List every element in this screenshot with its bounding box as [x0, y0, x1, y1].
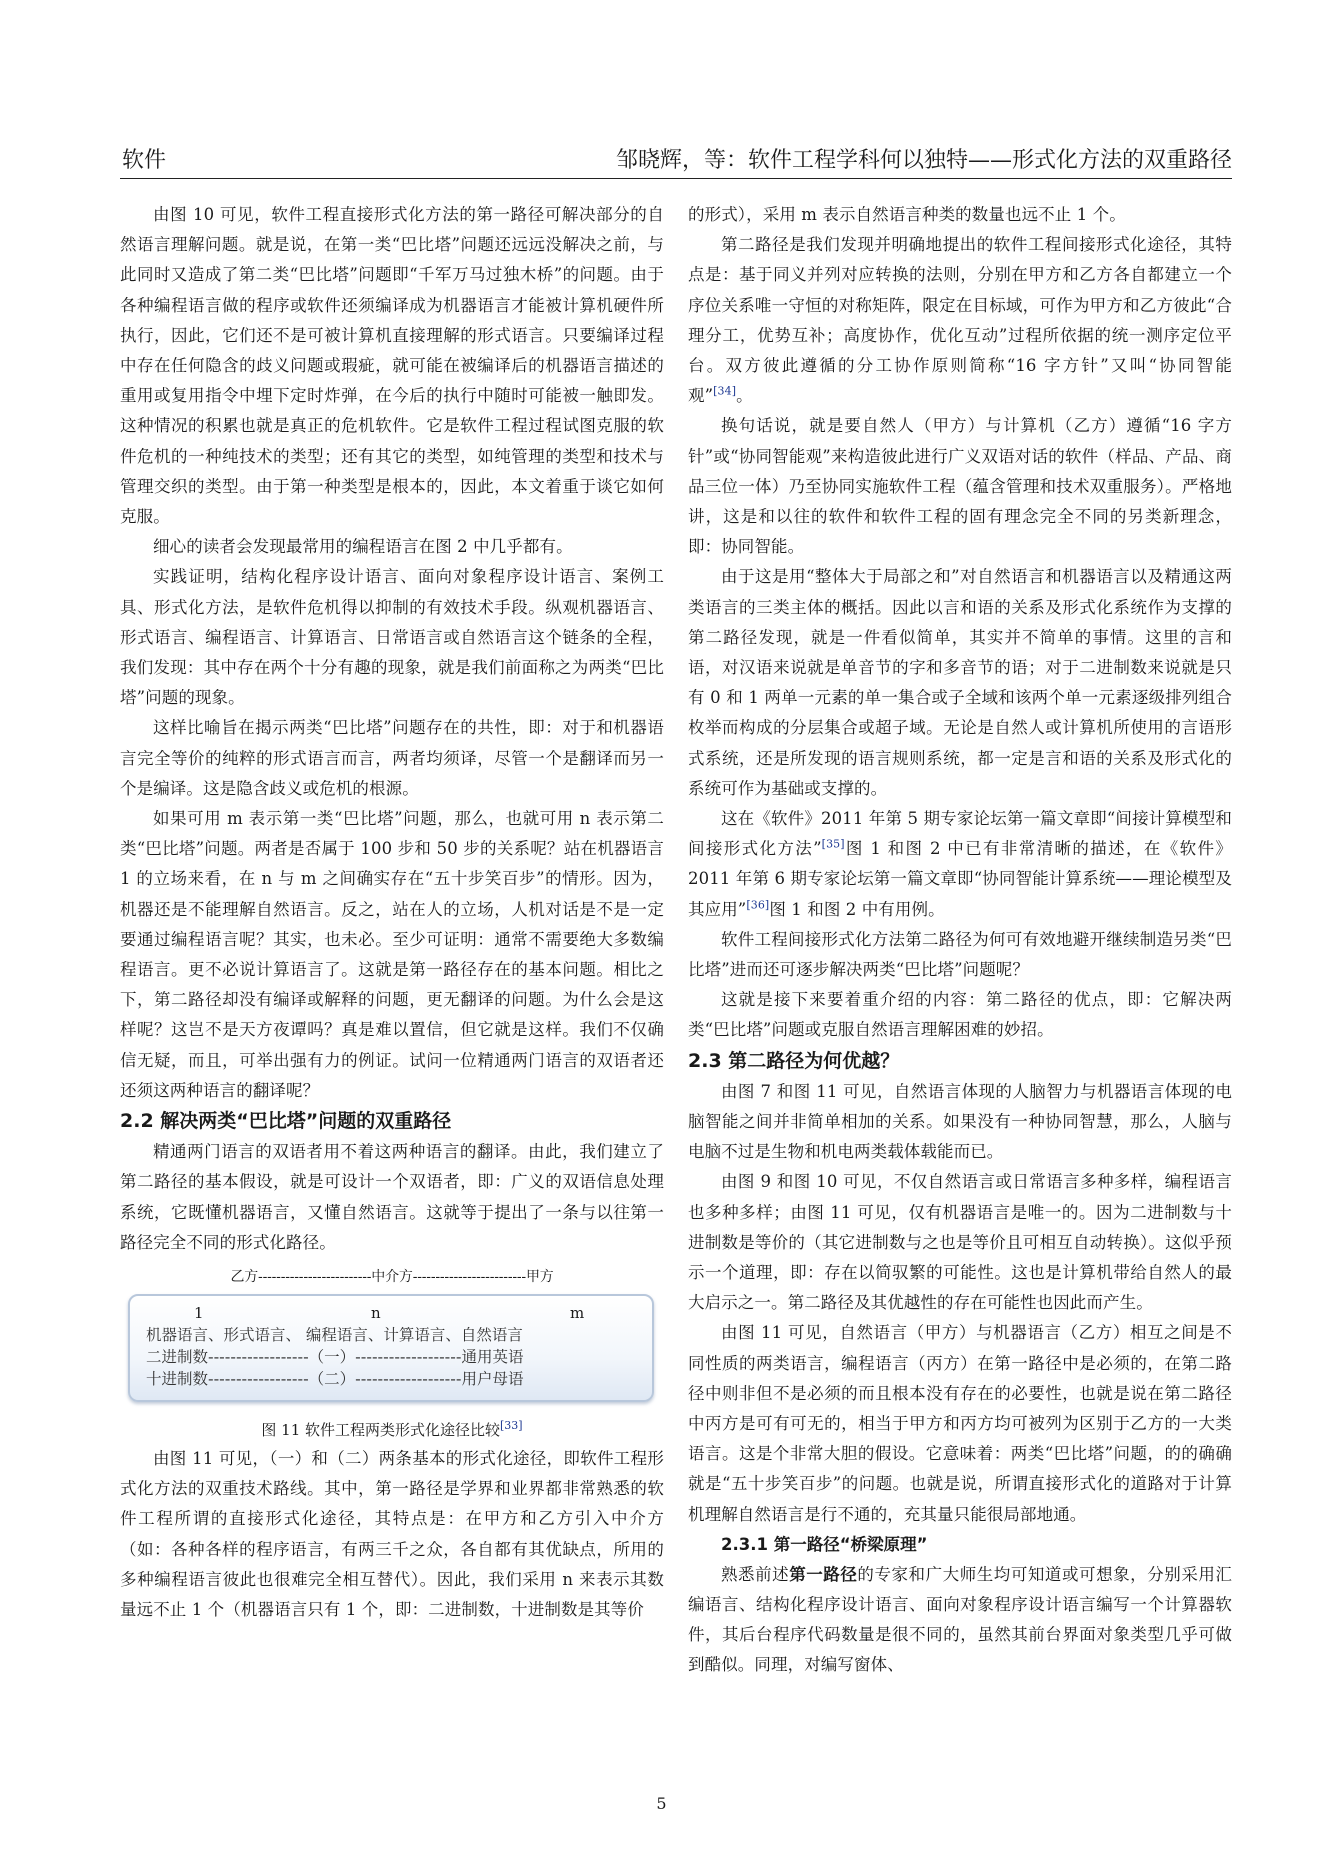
paragraph: 由图 11 可见，自然语言（甲方）与机器语言（乙方）相互之间是不同性质的两类语言，编程语言（丙方）在第一路径中是必须的，在第二路径中则非但不是必须的而且根本没有存在的必要性，也就是说在第二路径中丙方是可有可无的，相当于甲方和丙方均可被列为区别于乙方的一大类语言。这是个非常大胆的假设。它意味着：两类“巴比塔”问题，的的确确就是“五十步笑百步”的问题。也就是说，所谓直接形式化的道路对于计算机理解自然语言是行不通的，充其量只能很局部地通。 — [688, 1323, 1232, 1524]
paragraph-text: 第二路径是我们发现并明确地提出的软件工程间接形式化途径，其特点是：基于同义并列对应转换的法则，分别在甲方和乙方各自都建立一个序位关系唯一守恒的对称矩阵，限定在目标域，可作为甲方和乙方彼此“合理分工，优势互补；高度协作，优化互动”过程所依据的统一测序定位平台。双方彼此遵循的分工协作原则简称“16 字方针”又叫“协同智能观” — [688, 235, 1232, 406]
paragraph-text: 的专家和广大师生均可知道或可想象，分别采用汇编语言、结构化程序设计语言、面向对象程序设计语言编写一个计算器软件，其后台程序代码数量是很不同的，虽然其前台界面对象类型几乎可做到酷似。同理，对编写窗体、 — [688, 1564, 1233, 1675]
figure-11-box — [128, 1294, 654, 1402]
subsection-heading-2-3-1: 2.3.1 第一路径“桥梁原理” — [721, 1534, 928, 1554]
paragraph-text: 图 1 和图 2 中有用例。 — [769, 899, 945, 919]
figure-path-one-row: 二进制数------------------（一）-------------------通用英语 — [146, 1347, 524, 1366]
figure-caption-text: 图 11 软件工程两类形式化途径比较 — [261, 1420, 501, 1439]
figure-language-row: 机器语言、形式语言、 编程语言、计算语言、自然语言 — [146, 1325, 523, 1344]
paragraph: 细心的读者会发现最常用的编程语言在图 2 中几乎都有。 — [153, 537, 573, 557]
figure-caption — [120, 1416, 664, 1444]
citation[interactable]: [34] — [713, 384, 737, 398]
paragraph-text: 熟悉前述 — [721, 1564, 790, 1584]
paragraph: 这就是接下来要着重介绍的内容：第二路径的优点，即：它解决两类“巴比塔”问题或克服自然语言理解困难的妙招。 — [688, 990, 1232, 1040]
paragraph: 由图 11 可见，（一）和（二）两条基本的形式化途径，即软件工程形式化方法的双重技术路线。其中，第一路径是学界和业界都非常熟悉的软件工程所谓的直接形式化途径，其特点是：在甲方和乙方引入中介方（如：各种各样的程序语言，有两三千之众，各自都有其优缺点，所用的多种编程语言彼此也很难完全相互替代）。因此，我们采用 n 来表示其数量远不止 1 个（机器语言只有 1 个，即：二进制数，十进制数是其等价 — [120, 1448, 664, 1619]
right-column — [688, 200, 1232, 1681]
section-heading-2-3: 2.3 第二路径为何优越？ — [688, 1049, 900, 1072]
figure-axis-label: 乙方-------------------------中介方-------------------------甲方 — [230, 1268, 554, 1285]
figure-number-row — [146, 1304, 638, 1324]
paragraph: 实践证明，结构化程序设计语言、面向对象程序设计语言、案例工具、形式化方法，是软件危机得以抑制的有效技术手段。纵观机器语言、形式语言、编程语言、计算语言、日常语言或自然语言这个链条的全程，我们发现：其中存在两个十分有趣的现象，就是我们前面称之为两类“巴比塔”问题的现象。 — [120, 567, 664, 708]
left-column — [120, 200, 664, 1625]
paragraph-text: 这在《软件》2011 年第 5 期专家论坛第一篇文章即“间接计算模型和间接形式化方法” — [688, 809, 1232, 859]
paragraph-text: 。 — [736, 386, 753, 406]
figure-label-n: n — [371, 1303, 381, 1322]
journal-name: 软件 — [122, 148, 167, 173]
paragraph: 由图 9 和图 10 可见，不仅自然语言或日常语言多种多样，编程语言也多种多样；由图 11 可见，仅有机器语言是唯一的。因为二进制数与十进制数是等价的（其它进制数与之也是等价且可相互自动转换）。这似乎预示一个道理，即：存在以简驭繁的可能性。这也是计算机带给自然人的最大启示之一。第二路径及其优越性的存在可能性也因此而产生。 — [688, 1172, 1232, 1313]
citation[interactable]: [36] — [746, 898, 770, 912]
section-heading-2-2: 2.2 解决两类“巴比塔”问题的双重路径 — [120, 1110, 452, 1133]
paragraph: 由于这是用“整体大于局部之和”对自然语言和机器语言以及精通这两类语言的三类主体的概括。因此以言和语的关系及形式化系统作为支撑的第二路径发现，就是一件看似简单，其实并不简单的事情。这里的言和语，对汉语来说就是单音节的字和多音节的语；对于二进制数来说就是只有 0 和 1 两单一元素的单一集合或子全域和该两个单一元素逐级排列组合枚举而构成的分层集合或超子域。无论是自然人或计算机所使用的言语形式系统，还是所发现的语言规则系统，都一定是言和语的关系及形式化的系统可作为基础或支撑的。 — [688, 567, 1232, 798]
citation[interactable]: [35] — [821, 837, 845, 851]
figure-path-two-row: 十进制数------------------（二）-------------------用户母语 — [146, 1369, 524, 1388]
paragraph: 由图 7 和图 11 可见，自然语言体现的人脑智力与机器语言体现的电脑智能之间并非简单相加的关系。如果没有一种协同智慧，那么，人脑与电脑不过是生物和机电两类载体载能而已。 — [688, 1081, 1232, 1162]
running-header — [120, 146, 1232, 179]
figure-11 — [120, 1266, 664, 1444]
bold-term: 第一路径 — [789, 1564, 858, 1584]
paragraph: 换句话说，就是要自然人（甲方）与计算机（乙方）遵循“16 字方针”或“协同智能观”来构造彼此进行广义双语对话的软件（样品、产品、商品三位一体）乃至协同实施软件工程（蕴含管理和技术双重服务）。严格地讲，这是和以往的软件和软件工程的固有理念完全不同的另类新理念，即：协同智能。 — [688, 416, 1232, 557]
paragraph-text: 图 1 和图 2 中已有非常清晰的描述，在《软件》2011 年第 6 期专家论坛第一篇文章即“协同智能计算系统——理论模型及其应用” — [688, 839, 1232, 919]
article-running-title: 邹晓辉，等：软件工程学科何以独特——形式化方法的双重路径 — [615, 148, 1232, 173]
paragraph: 软件工程间接形式化方法第二路径为何可有效地避开继续制造另类“巴比塔”进而还可逐步解决两类“巴比塔”问题呢？ — [688, 929, 1232, 980]
paragraph — [688, 1560, 1232, 1681]
figure-label-1: 1 — [194, 1303, 204, 1322]
paragraph: 这样比喻旨在揭示两类“巴比塔”问题存在的共性，即：对于和机器语言完全等价的纯粹的形式语言而言，两者均须译，尽管一个是翻译而另一个是编译。这是隐含歧义或危机的根源。 — [120, 718, 664, 798]
paragraph — [688, 230, 1232, 411]
figure-label-m: m — [570, 1303, 585, 1322]
paragraph: 精通两门语言的双语者用不着这两种语言的翻译。由此，我们建立了第二路径的基本假设，就是可设计一个双语者，即：广义的双语信息处理系统，它既懂机器语言，又懂自然语言。这就等于提出了一条与以往第一路径完全不同的形式化路径。 — [120, 1142, 664, 1252]
citation[interactable]: [33] — [500, 1418, 523, 1432]
paragraph — [688, 804, 1232, 925]
page-number: 5 — [656, 1794, 667, 1813]
paragraph: 的形式），采用 m 表示自然语言种类的数量也远不止 1 个。 — [688, 205, 1126, 224]
paragraph: 由图 10 可见，软件工程直接形式化方法的第一路径可解决部分的自然语言理解问题。就是说，在第一类“巴比塔”问题还远远没解决之前，与此同时又造成了第二类“巴比塔”问题即“千军万马过独木桥”的问题。由于各种编程语言做的程序或软件还须编译成为机器语言才能被计算机硬件所执行，因此，它们还不是可被计算机直接理解的形式语言。只要编译过程中存在任何隐含的歧义问题或瑕疵，就可能在被编译后的机器语言描述的重用或复用指令中埋下定时炸弹，在今后的执行中随时可能被一触即发。这种情况的积累也就是真正的危机软件。它是软件工程过程试图克服的软件危机的一种纯技术的类型；还有其它的类型，如纯管理的类型和技术与管理交织的类型。由于第一种类型是根本的，因此，本文着重于谈它如何克服。 — [120, 205, 664, 527]
paragraph: 如果可用 m 表示第一类“巴比塔”问题，那么，也就可用 n 表示第二类“巴比塔”问题。两者是否属于 100 步和 50 步的关系呢？站在机器语言 1 的立场来看，在 n 与 m 之间确实存在“五十步笑百步”的情形。因为，机器还是不能理解自然语言。反之，站在人的立场，人机对话是不是一定要通过编程语言呢？其实，也未必。至少可证明：通常不需要绝大多数编程语言。更不必说计算语言了。这就是第一路径存在的基本问题。相比之下，第二路径却没有编译或解释的问题，更无翻译的问题。为什么会是这样呢？这岂不是天方夜谭吗？真是难以置信，但它就是这样。我们不仅确信无疑，而且，可举出强有力的例证。试问一位精通两门语言的双语者还还须这两种语言的翻译呢？ — [120, 809, 664, 1100]
